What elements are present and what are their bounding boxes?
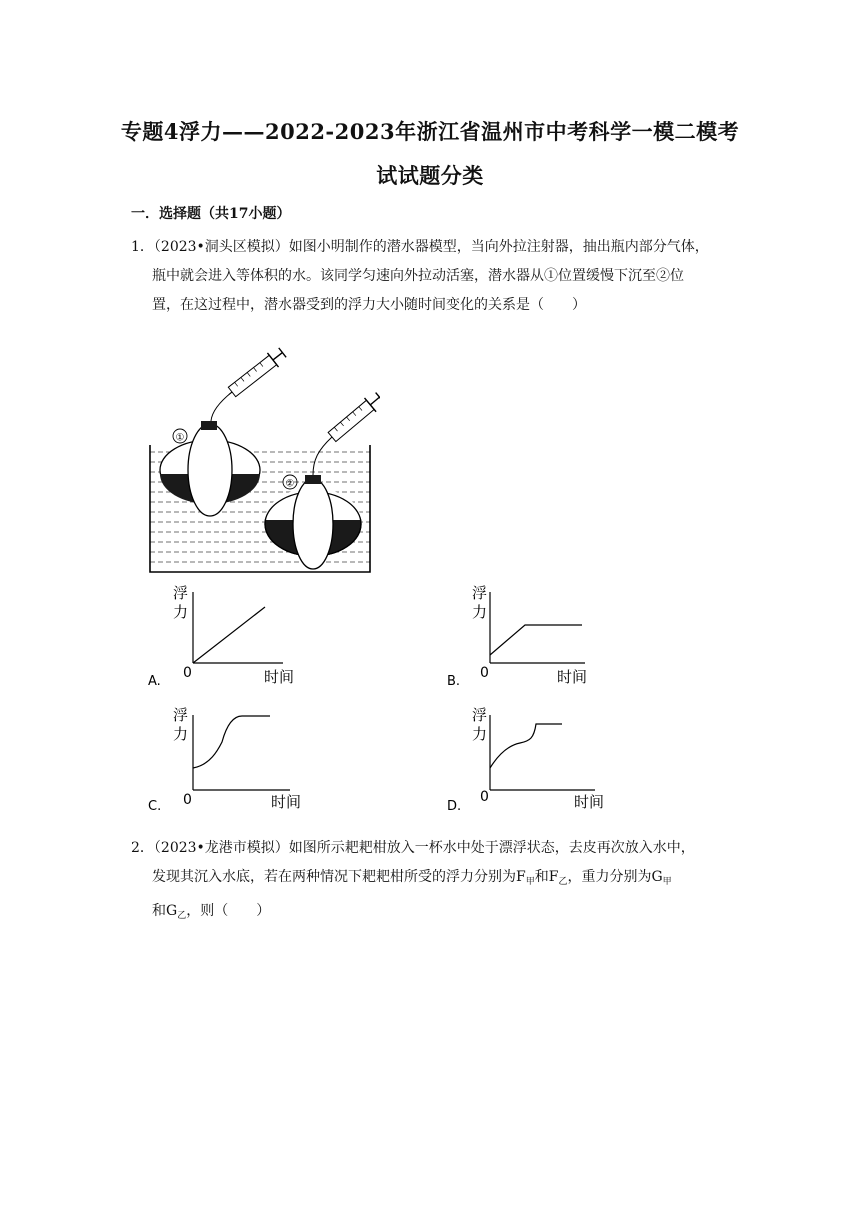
- graph-b-ylabel-top: 浮: [472, 584, 488, 602]
- graph-c-origin: 0: [183, 792, 192, 808]
- answer-graphs: [140, 578, 630, 818]
- graph-c-ylabel-top: 浮: [173, 706, 189, 724]
- question-2: [131, 834, 751, 931]
- graph-b-curve: [490, 625, 582, 655]
- question-2-and: 和F: [534, 869, 559, 885]
- graph-c-ylabel-bottom: 力: [173, 725, 189, 743]
- graph-c: [148, 706, 301, 814]
- subscript-yi-2: 乙: [177, 911, 187, 921]
- graph-c-xlabel: 时间: [271, 793, 302, 811]
- question-2-line1: 2．（2023•龙港市模拟）如图所示耙耙柑放入一杯水中处于漂浮状态，去皮再次放入水中，: [131, 840, 695, 856]
- graph-d: [447, 706, 604, 814]
- question-2-line3-pre: 和G: [152, 903, 178, 919]
- question-2-line3: [131, 897, 751, 931]
- question-2-line2-text: 发现其沉入水底，若在两种情况下耙耙柑所受的浮力分别为F: [152, 869, 526, 885]
- option-a-label: A.: [148, 674, 161, 689]
- subscript-yi: 乙: [558, 877, 568, 887]
- graph-a-origin: 0: [183, 665, 192, 681]
- document-title-line2: 试试题分类: [376, 163, 484, 188]
- option-c-label: C.: [148, 799, 162, 814]
- submarine-figure: [140, 330, 380, 580]
- document-title-line1: 专题4浮力——2022-2023年浙江省温州市中考科学一模二模考: [120, 119, 740, 144]
- subscript-jia-2: 甲: [662, 877, 672, 887]
- graph-d-xlabel: 时间: [574, 793, 605, 811]
- question-1-line3: 置，在这过程中，潜水器受到的浮力大小随时间变化的关系是（ ）: [152, 297, 586, 313]
- section-heading: 一．选择题（共17小题）: [131, 206, 291, 222]
- question-1: [131, 233, 751, 320]
- graph-b-xlabel: 时间: [557, 668, 588, 686]
- graph-a: [148, 584, 294, 689]
- question-2-gravity: ，重力分别为G: [567, 869, 663, 885]
- graph-a-curve: [193, 607, 265, 663]
- question-2-line3-post: ，则（ ）: [186, 903, 271, 919]
- graph-b: [447, 584, 587, 689]
- question-2-line2: [131, 863, 751, 897]
- graph-d-curve: [490, 724, 562, 768]
- graph-d-origin: 0: [480, 789, 489, 805]
- graph-b-origin: 0: [480, 665, 489, 681]
- question-1-line1: 1．（2023•洞头区模拟）如图小明制作的潜水器模型，当向外拉注射器，抽出瓶内部分气体，: [131, 239, 709, 255]
- graph-a-ylabel-top: 浮: [173, 584, 189, 602]
- graph-d-ylabel-bottom: 力: [472, 725, 488, 743]
- graph-c-curve: [193, 716, 270, 768]
- graph-a-ylabel-bottom: 力: [173, 603, 189, 621]
- option-d-label: D.: [447, 799, 462, 814]
- question-1-line2: 瓶中就会进入等体积的水。该同学匀速向外拉动活塞，潜水器从①位置缓慢下沉至②位: [152, 268, 684, 284]
- graph-a-xlabel: 时间: [264, 668, 295, 686]
- position-2-label: ②: [285, 478, 295, 490]
- graph-d-ylabel-top: 浮: [472, 706, 488, 724]
- position-1-label: ①: [175, 432, 185, 444]
- graph-b-ylabel-bottom: 力: [472, 603, 488, 621]
- subscript-jia: 甲: [525, 877, 535, 887]
- submarine-1: [160, 346, 288, 516]
- option-b-label: B.: [447, 674, 461, 689]
